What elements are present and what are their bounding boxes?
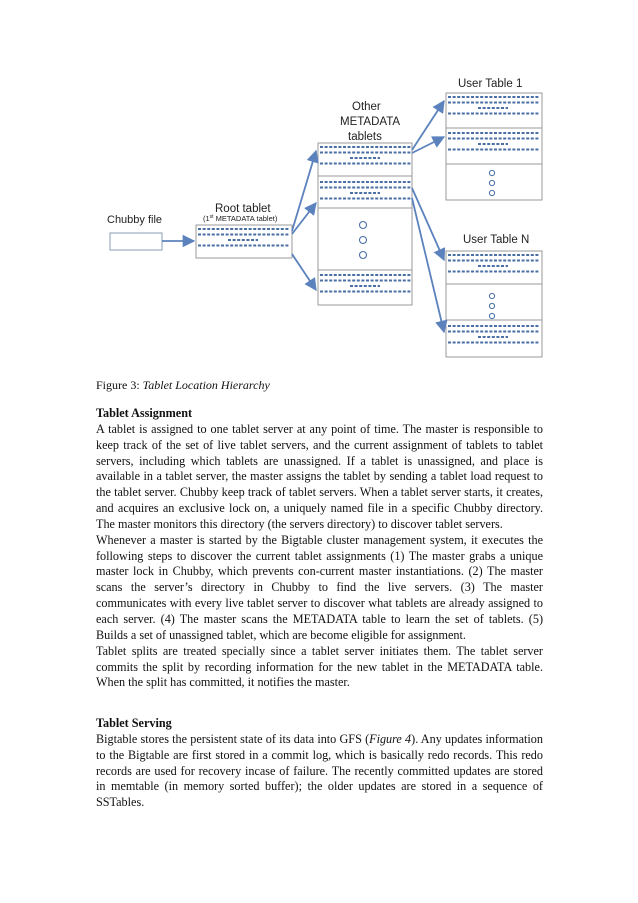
figure-caption bbox=[96, 378, 270, 393]
user-table-n-label: User Table N bbox=[463, 234, 530, 246]
user-table-1-box bbox=[446, 93, 542, 200]
figure-4-reference: Figure 4 bbox=[369, 731, 412, 746]
tablet-serving-section bbox=[96, 716, 543, 811]
other-metadata-label-2: METADATA bbox=[340, 116, 401, 128]
root-tablet-sublabel: (1st METADATA tablet) bbox=[203, 214, 278, 223]
tablet-assignment-heading: Tablet Assignment bbox=[96, 406, 193, 420]
arrow-metadata-to-user1-a bbox=[412, 101, 444, 150]
arrow-metadata-to-usern-b bbox=[412, 198, 444, 332]
tablet-serving-text-2: ). Any updates information to the Bigtable are first stored in a commit log, which is basically redo records. This redo records are used for recovery incase of failure. The recently committed updates are stored in memtable (in memory sorted buffer); the older updates are stored in a sequence of SSTables. bbox=[96, 731, 543, 810]
arrow-metadata-to-user1-b bbox=[412, 137, 444, 153]
chubby-file-label: Chubby file bbox=[107, 214, 163, 226]
user-table-1-label: User Table 1 bbox=[458, 78, 523, 90]
other-metadata-label-1: Other bbox=[352, 101, 381, 113]
figure-caption-title: Tablet Location Hierarchy bbox=[142, 378, 270, 392]
tablet-hierarchy-diagram bbox=[0, 0, 638, 375]
tablet-assignment-paragraph-1: A tablet is assigned to one tablet server at any point of time. The master is responsible to keep track of the set of live tablet servers, and the current assignment of tablets to tablet servers, including which tablets are unassigned. If a tablet is unassigned, and place is available in a tablet server, the master assigns the tablet by sending a tablet load request to the tablet server. Chubby keep track of tablet servers. When a tablet server starts, it creates, and acquires an exclusive lock on, a uniquely named file in a specific Chubby directory. The master monitors this directory (the servers directory) to discover tablet servers. bbox=[96, 421, 543, 531]
figure-caption-prefix: Figure 3: bbox=[96, 378, 143, 392]
arrow-root-to-metadata-bottom bbox=[292, 254, 316, 290]
root-tablet-box bbox=[196, 225, 292, 258]
tablet-serving-paragraph bbox=[96, 732, 543, 811]
other-metadata-label-3: tablets bbox=[348, 131, 382, 143]
tablet-assignment-paragraph-2: Whenever a master is started by the Bigtable cluster management system, it executes the following steps to discover the current tablet assignments (1) The master grabs a unique master lock in Chubby, which prevents con-current master instantiations. (2) The master scans the server’s directory in Chubby to find the live servers. (3) The master communicates with every live tablet server to discover what tablets are already assigned to each server. (4) The master scans the METADATA table to learn the set of tablets. (5) Builds a set of unassigned tablet, which are become eligible for assignment. bbox=[96, 532, 543, 642]
tablet-assignment-paragraph-3: Tablet splits are treated specially since a tablet server initiates them. The tablet server commits the split by recording information for the new tablet in the METADATA table. When the split has committed, it notifies the master. bbox=[96, 643, 543, 690]
tablet-assignment-section bbox=[96, 406, 543, 691]
root-tablet-label: Root tablet bbox=[215, 203, 271, 215]
user-table-n-box bbox=[446, 251, 542, 357]
tablet-serving-text-1: Bigtable stores the persistent state of its data into GFS ( bbox=[96, 731, 370, 746]
arrow-metadata-to-usern-a bbox=[412, 188, 444, 260]
chubby-file-box bbox=[110, 233, 162, 250]
other-metadata-box bbox=[318, 143, 412, 305]
tablet-serving-heading: Tablet Serving bbox=[96, 716, 172, 730]
